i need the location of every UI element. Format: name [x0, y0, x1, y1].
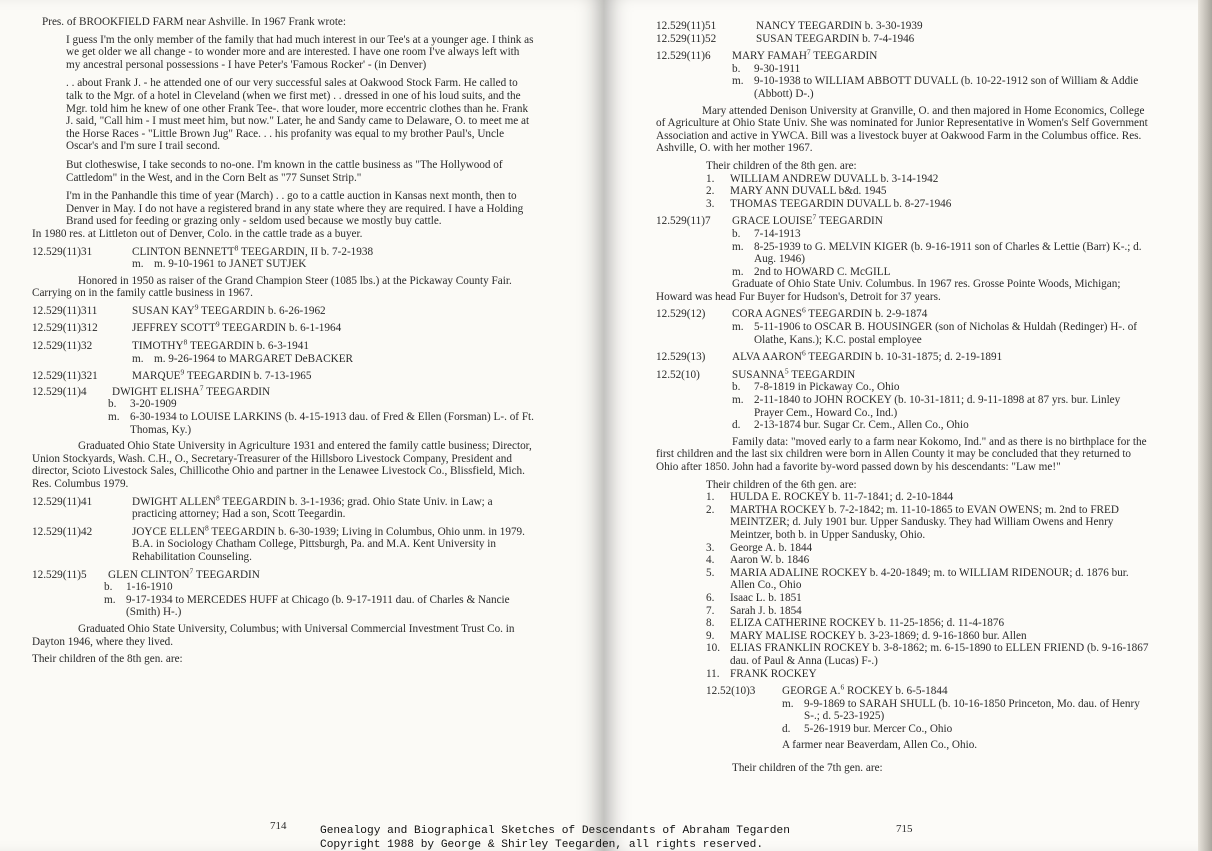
- list-item: 1. WILLIAM ANDREW DUVALL b. 3-14-1942: [706, 172, 939, 185]
- birth-line: b. 7-8-1819 in Pickaway Co., Ohio: [732, 381, 900, 394]
- genealogy-entry: 12.529(11)52 SUSAN TEEGARDIN b. 7-4-1946: [656, 32, 915, 45]
- page-edge: [1198, 0, 1212, 851]
- letter-quote: But clotheswise, I take seconds to no-one. I'm known in the cattle business as "The Hollywood of Cattledom" in the West, and in the Corn Belt as "77 Sunset Strip.": [66, 158, 503, 184]
- biography-paragraph: Graduated Ohio State University in Agriculture 1931 and entered the family cattle business; Director, Union Stockyards, Wash. C.H., O., Secretary-Treasurer of the Hillsboro Livestock Company, President and director, Scioto Livestock Sales, Chillicothe Ohio and partner in the Lenawee Livestock Co., Blissfield, Mich. Res. Columbus 1979.: [32, 440, 532, 490]
- entry-name: CLINTON BENNETT$^8$ TEEGARDIN, II b. 7-2-1938: [132, 242, 374, 258]
- letter-quote: I guess I'm the only member of the family that had much interest in our Tee's at a younger age. I think as we get older we all change - to wonder more and are interested. I have one room I've always left with my ancestral personal possessions - I have Peter's 'Famous Rocker' - (in Denver): [66, 33, 534, 71]
- list-item: 4. Aaron W. b. 1846: [706, 554, 810, 567]
- left-page: [0, 0, 604, 851]
- genealogy-entry: 12.529(13) ALVA AARON$^6$ TEEGARDIN b. 10-31-1875; d. 2-19-1891: [656, 348, 1003, 364]
- birth-line: b. 7-14-1913: [732, 227, 801, 240]
- marriage-line: m. 6-30-1934 to LOUISE LARKINS (b. 4-15-1913 dau. of Fred & Ellen (Forsman) L-. of Ft. Thomas, Ky.): [108, 411, 534, 436]
- list-item: 2. MARTHA ROCKEY b. 7-2-1842; m. 11-10-1865 to EVAN OWENS; m. 2nd to FRED MEINTZER; d. July 1901 bur. Upper Sandusky. They had William Owens and Henry Meintzer, both b. in Upper Sandusky, Ohio.: [706, 503, 1119, 541]
- list-item: 2. MARY ANN DUVALL b&d. 1945: [706, 185, 887, 198]
- children-list: [706, 173, 1150, 211]
- children-heading: Their children of the 6th gen. are:: [706, 478, 857, 491]
- death-line: d. 2-13-1874 bur. Sugar Cr. Cem., Allen Co., Ohio: [732, 419, 969, 432]
- children-heading: Their children of the 8th gen. are:: [32, 653, 183, 666]
- marriage-line: m. 8-25-1939 to G. MELVIN KIGER (b. 9-16-1911 son of Charles & Lettie (Barr) K-.; d. Aug. 1946): [732, 240, 1142, 266]
- genealogy-entry: 12.529(11)41 DWIGHT ALLEN$^8$ TEEGARDIN b. 3-1-1936; grad. Ohio State Univ. in Law; a practicing attorney; Had a son, Scott Teegardin.: [32, 492, 493, 521]
- genealogy-entry: 12.529(12) CORA AGNES$^6$ TEEGARDIN b. 2-9-1874: [656, 305, 928, 321]
- genealogy-entry: 12.529(11)51 NANCY TEEGARDIN b. 3-30-1939: [656, 20, 923, 32]
- marriage-line: m. 2-11-1840 to JOHN ROCKEY (b. 10-31-1811; d. 9-11-1898 at 87 yrs. bur. Linley Prayer Cem., Howard Co., Ind.): [732, 394, 1121, 419]
- birth-line: b. 1-16-1910: [104, 581, 173, 594]
- biography-paragraph: Graduate of Ohio State Univ. Columbus. In 1967 res. Grosse Pointe Woods, Michigan; Howard was head Fur Buyer for Hudson's, Detroit for 37 years.: [656, 278, 1121, 303]
- children-list: [706, 491, 1150, 680]
- list-item: 10. ELIAS FRANKLIN ROCKEY b. 3-8-1862; m. 6-15-1890 to ELLEN FRIEND (b. 9-16-1867 dau. of Paul & Anna (Lucas) F-.): [706, 642, 1149, 667]
- letter-quote: I'm in the Panhandle this time of year (March) . . go to a cattle auction in Kansas next month, then to Denver in May. I do not have a registered brand in any state where they are required. I have a Holding Brand used for feeding or grazing only - seldom used because we mostly buy cattle.: [66, 190, 524, 228]
- marriage-line: m. 9-17-1934 to MERCEDES HUFF at Chicago (b. 9-17-1911 dau. of Charles & Nancie (Smith) H-.): [104, 593, 510, 619]
- entry-number: 12.529(11)31: [32, 245, 93, 258]
- footer-line: Copyright 1988 by George & Shirley Teegarden, all rights reserved.: [320, 839, 764, 851]
- birth-line: b. 3-20-1909: [108, 398, 177, 411]
- marriage-line: m. 9-9-1869 to SARAH SHULL (b. 10-16-1850 Princeton, Mo. dau. of Henry S-.; d. 5-23-1925): [782, 697, 1140, 723]
- genealogy-entry: [32, 242, 534, 259]
- right-page: [604, 0, 1212, 851]
- page-number: 715: [896, 823, 913, 835]
- genealogy-entry: 12.529(11)7 GRACE LOUISE$^7$ TEEGARDIN: [656, 212, 883, 228]
- genealogy-entry: 12.529(11)42 JOYCE ELLEN$^8$ TEEGARDIN b. 6-30-1939; Living in Columbus, Ohio unm. in 1979. B.A. in Sociology Chatham College, Pittsburgh, Pa. and M.A. Kent University in Rehabilitation Counseling.: [32, 523, 525, 563]
- biography-paragraph: A farmer near Beaverdam, Allen Co., Ohio.: [782, 739, 978, 752]
- letter-quote: . . about Frank J. - he attended one of our very successful sales at Oakwood Stock Farm. He called to talk to the Mgr. of a hotel in Cleveland (when we first met) . . dressed in one of his loud suits, and the Mgr. told him he knew of one other Frank Tee-. that wore louder, more eccentric clothes than he. Frank J. said, "Call him - I must meet him, but now." Later, he and Sandy came to Delaware, O. to meet me at the Horse Races - "Little Brown Jug" Race. . . his profanity was equal to my brother Paul's, Uncle Oscar's and I'm sure I trail second.: [66, 77, 530, 153]
- genealogy-entry: 12.529(11)6 MARY FAMAH$^7$ TEEGARDIN: [656, 47, 878, 63]
- list-item: 9. MARY MALISE ROCKEY b. 3-23-1869; d. 9-16-1860 bur. Allen: [706, 629, 1027, 642]
- genealogy-entry: 12.52(10) SUSANNA$^5$ TEEGARDIN: [656, 366, 856, 381]
- marriage-line: m. 9-10-1938 to WILLIAM ABBOTT DUVALL (b. 10-22-1912 son of William & Addie (Abbott) D-.): [732, 75, 1139, 100]
- list-item: 5. MARIA ADALINE ROCKEY b. 4-20-1849; m. to WILLIAM RIDENOUR; d. 1876 bur. Allen Co., Ohio: [706, 566, 1129, 592]
- death-line: d. 5-26-1919 bur. Mercer Co., Ohio: [782, 722, 953, 735]
- footer-line: Genealogy and Biographical Sketches of Descendants of Abraham Tegarden: [320, 825, 790, 837]
- genealogy-entry: 12.529(11)312 JEFFREY SCOTT$^9$ TEEGARDIN b. 6-1-1964: [32, 319, 342, 335]
- genealogy-entry: 12.529(11)5 GLEN CLINTON$^7$ TEEGARDIN: [32, 565, 260, 581]
- marriage-line: m. m. 9-10-1961 to JANET SUTJEK: [132, 258, 307, 271]
- birth-line: b. 9-30-1911: [732, 62, 801, 75]
- children-heading: Their children of the 8th gen. are:: [706, 159, 857, 172]
- list-item: 11. FRANK ROCKEY: [706, 667, 817, 680]
- genealogy-entry: 12.529(11)32 TIMOTHY$^8$ TEEGARDIN b. 6-3-1941: [32, 337, 309, 353]
- marriage-line: m. 2nd to HOWARD C. McGILL: [732, 265, 891, 278]
- list-item: 1. HULDA E. ROCKEY b. 11-7-1841; d. 2-10-1844: [706, 491, 954, 504]
- intro-line: Pres. of BROOKFIELD FARM near Ashville. In 1967 Frank wrote:: [42, 16, 347, 28]
- biography-paragraph: Graduated Ohio State University, Columbus; with Universal Commercial Investment Trust Co. in Dayton 1946, where they lived.: [32, 622, 515, 648]
- marriage-line: m. 5-11-1906 to OSCAR B. HOUSINGER (son of Nicholas & Huldah (Redinger) H-. of Olathe, Kans.); K.C. postal employee: [732, 321, 1138, 346]
- list-item: 3. George A. b. 1844: [706, 541, 813, 554]
- copyright-footer: [320, 824, 880, 851]
- page-number: 714: [270, 820, 287, 832]
- list-item: 3. THOMAS TEEGARDIN DUVALL b. 8-27-1946: [706, 197, 952, 210]
- list-item: 6. Isaac L. b. 1851: [706, 591, 802, 604]
- residence-line: In 1980 res. at Littleton out of Denver, Colo. in the cattle trade as a buyer.: [32, 227, 363, 240]
- biography-paragraph: Family data: "moved early to a farm near Kokomo, Ind." and as there is no birthplace for the first children and the last six children were born in Allen County it may be concluded that they returned to Ohio after 1850. John had a favorite by-word passed down by his descendants: "Law me!": [656, 435, 1147, 473]
- genealogy-entry: 12.529(11)321 MARQUE$^9$ TEEGARDIN b. 7-13-1965: [32, 367, 312, 383]
- biography-paragraph: Honored in 1950 as raiser of the Grand Champion Steer (1085 lbs.) at the Pickaway County Fair. Carrying on in the family cattle business in 1967.: [32, 274, 512, 300]
- biography-paragraph: Mary attended Denison University at Granville, O. and then majored in Home Economics, College of Agriculture at Ohio State Univ. She was nominated for Junior Representative in Women's Self Government Association and active in YWCA. Bill was a livestock buyer at Oakwood Farm in the Columbus office. Res. Ashville, O. with her mother 1967.: [656, 104, 1148, 155]
- genealogy-entry: 12.52(10)3 GEORGE A.$^6$ ROCKEY b. 6-5-1844: [706, 682, 948, 698]
- children-heading: Their children of the 7th gen. are:: [732, 762, 883, 775]
- genealogy-entry: 12.529(11)4 DWIGHT ELISHA$^7$ TEEGARDIN: [32, 383, 271, 398]
- genealogy-entry: 12.529(11)311 SUSAN KAY$^9$ TEEGARDIN b. 6-26-1962: [32, 302, 326, 317]
- marriage-line: m. m. 9-26-1964 to MARGARET DeBACKER: [132, 352, 353, 365]
- list-item: 8. ELIZA CATHERINE ROCKEY b. 11-25-1856; d. 11-4-1876: [706, 617, 1005, 630]
- list-item: 7. Sarah J. b. 1854: [706, 604, 802, 617]
